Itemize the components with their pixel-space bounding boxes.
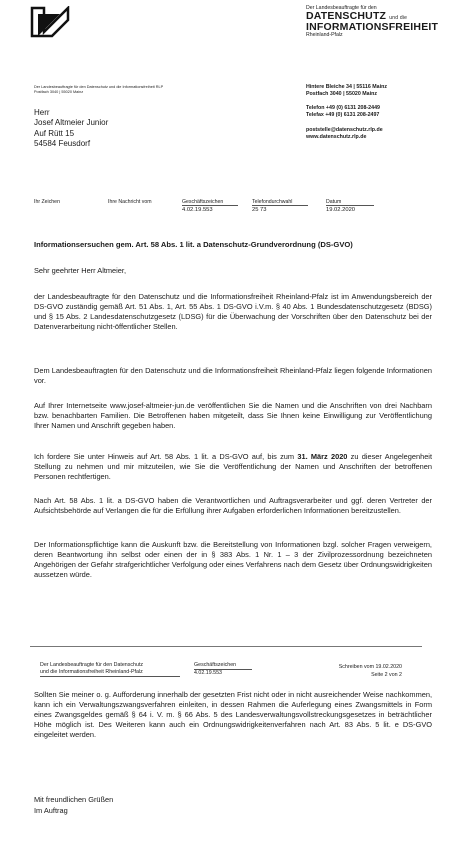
closing-greeting: Mit freundlichen Grüßen bbox=[34, 795, 114, 804]
label-geschaeftszeichen: Geschäftszeichen bbox=[182, 199, 224, 205]
paragraph-1: der Landesbeauftragte für den Datenschutz und die Informationsfreiheit Rheinland-Pfalz ist im Anwendungsbereich der DS-GVO zuständig gemäß Art. 51 Abs. 1, Art. 55 Abs. 1 DS-GVO i.V.m. § 40 Abs. 1 Bundesdatenschutzgesetz (BDSG) und § 15 Abs. 2 Landesdatenschutzgesetz (LDSG) für die Überwachung der Vorschriften über den Datenschutz bei der Datenverarbeitung nicht-öffentlicher Stellen. bbox=[34, 292, 432, 332]
paragraph-4: Ich fordere Sie unter Hinweis auf Art. 58 Abs. 1 lit. a DS-GVO auf, bis zum 31. März 2020 zu dieser Angelegenheit Stellung zu nehmen und mir mitzuteilen, wie Sie die Veröffentlichung der Namen und Anschriften der betroffenen Personen rechtfertigen. bbox=[34, 452, 432, 482]
org-line-2: DATENSCHUTZ und die bbox=[306, 10, 408, 23]
organisation-name bbox=[306, 6, 446, 39]
page2-org-rule bbox=[40, 676, 180, 677]
logo-icon bbox=[30, 6, 70, 38]
label-ihr-zeichen: Ihr Zeichen bbox=[34, 199, 60, 205]
label-ihre-nachricht: Ihre Nachricht vom bbox=[108, 199, 152, 205]
page2-geschaeftszeichen: 4.02.19.553 bbox=[194, 670, 222, 676]
org-line-3: INFORMATIONSFREIHEIT bbox=[306, 21, 439, 34]
page2-label-geschaeftszeichen: Geschäftszeichen bbox=[194, 662, 237, 668]
recipient-line-4: 54584 Feusdorf bbox=[34, 139, 91, 149]
label-datum: Datum bbox=[326, 199, 342, 205]
paragraph-5: Nach Art. 58 Abs. 1 lit. a DS-GVO haben die Verantwortlichen und Auftragsverarbeiter und ggf. deren Vertreter der Aufsichtsbehörde auf Verlangen die für die Erfüllung ihrer Aufgaben erforderlichen Informationen bereitzustellen. bbox=[34, 496, 432, 516]
deadline-date: 31. März 2020 bbox=[297, 452, 348, 461]
page2-paragraph-1: Sollten Sie meiner o. g. Aufforderung innerhalb der gesetzten Frist nicht oder in nicht ausreichender Weise nachkommen, kann ich ein Verwaltungszwangsverfahren einleiten, in dessen Rahmen die Auferlegung eines Zwangsmittels in Form eines Zwangsgeldes gemäß § 64 i. V. m. § 66 Abs. 5 des Landesverwaltungsvollstreckungsgesetzes in beträchtlicher Höhe möglich ist. Des Weiteren kann auch ein Ordnungswidrigkeitenverfahren nach Art. 83 Abs. 5 lit. e DS-GVO eingeleitet werden. bbox=[34, 690, 432, 740]
page2-org: Der Landesbeauftragte für den Datenschutz und die Informationsfreiheit Rheinland-Pfalz bbox=[40, 662, 144, 675]
ref-rule-geschaeftszeichen bbox=[182, 205, 238, 206]
ref-rule-telefon bbox=[252, 205, 308, 206]
contact-fax: Telefax +49 (0) 6131 208-2497 bbox=[306, 112, 380, 119]
salutation: Sehr geehrter Herr Altmeier, bbox=[34, 266, 127, 275]
paragraph-6: Der Informationspflichtige kann die Auskunft bzw. die Bereitstellung von Informationen bzgl. solcher Fragen verweigern, deren Beantwortung ihn selbst oder einen der in § 383 Abs. 1 Nr. 1 – 3 der Zivilprozessordnung bezeichneten Angehörigen der Gefahr strafgerichtlicher Verfolgung oder eines Verfahrens nach dem Gesetz über Ordnungswidrigkeiten aussetzen würde. bbox=[34, 540, 432, 580]
recipient-line-2: Josef Altmeier Junior bbox=[34, 118, 109, 128]
value-datum: 19.02.2020 bbox=[326, 207, 356, 213]
ref-rule-datum bbox=[326, 205, 374, 206]
paragraph-3: Auf Ihrer Internetseite www.josef-altmeier-jun.de veröffentlichen Sie die Namen und die Anschriften von drei Nachbarn bzw. benachbarten Familien. Die Betroffenen haben mitgeteilt, dass Sie Ihnen keine Einwilligung zur Veröffentlichung Ihrer Namen und Anschrift gegeben haben. bbox=[34, 401, 432, 431]
contact-phone: Telefon +49 (0) 6131 208-2449 bbox=[306, 105, 380, 112]
label-telefondurchwahl: Telefondurchwahl bbox=[252, 199, 293, 205]
letter-subject: Informationsersuchen gem. Art. 58 Abs. 1 lit. a Datenschutz-Grundverordnung (DS-GVO) bbox=[34, 240, 353, 249]
contact-email[interactable]: poststelle@datenschutz.rlp.de bbox=[306, 126, 383, 133]
page2-seite: Seite 2 von 2 bbox=[371, 672, 402, 678]
org-line-1: Der Landesbeauftragte für den bbox=[306, 5, 377, 11]
recipient-line-3: Auf Rütt 15 bbox=[34, 128, 75, 138]
value-telefondurchwahl: 25 73 bbox=[252, 207, 267, 213]
recipient-address bbox=[34, 108, 108, 150]
value-geschaeftszeichen: 4.02.19.553 bbox=[182, 207, 213, 213]
page-break-rule bbox=[30, 646, 422, 647]
paragraph-2: Dem Landesbeauftragten für den Datenschutz und die Informationsfreiheit Rheinland-Pfalz liegen folgende Informationen vor. bbox=[34, 366, 432, 386]
contact-address-1: Hintere Bleiche 34 | 55116 Mainz bbox=[306, 84, 387, 90]
recipient-line-1: Herr bbox=[34, 108, 50, 117]
page2-schreiben-vom: Schreiben vom 19.02.2020 bbox=[338, 664, 402, 670]
closing-im-auftrag: Im Auftrag bbox=[34, 806, 68, 815]
sender-return-address: Der Landesbeauftragte für den Datenschutz und die Informationsfreiheit RLP Postfach 3040 | 55020 Mainz bbox=[34, 85, 164, 94]
contact-block bbox=[306, 84, 446, 141]
contact-address-2: Postfach 3040 | 55020 Mainz bbox=[306, 91, 377, 98]
contact-web[interactable]: www.datenschutz.rlp.de bbox=[306, 133, 367, 140]
org-line-4: Rheinland-Pfalz bbox=[306, 32, 343, 39]
